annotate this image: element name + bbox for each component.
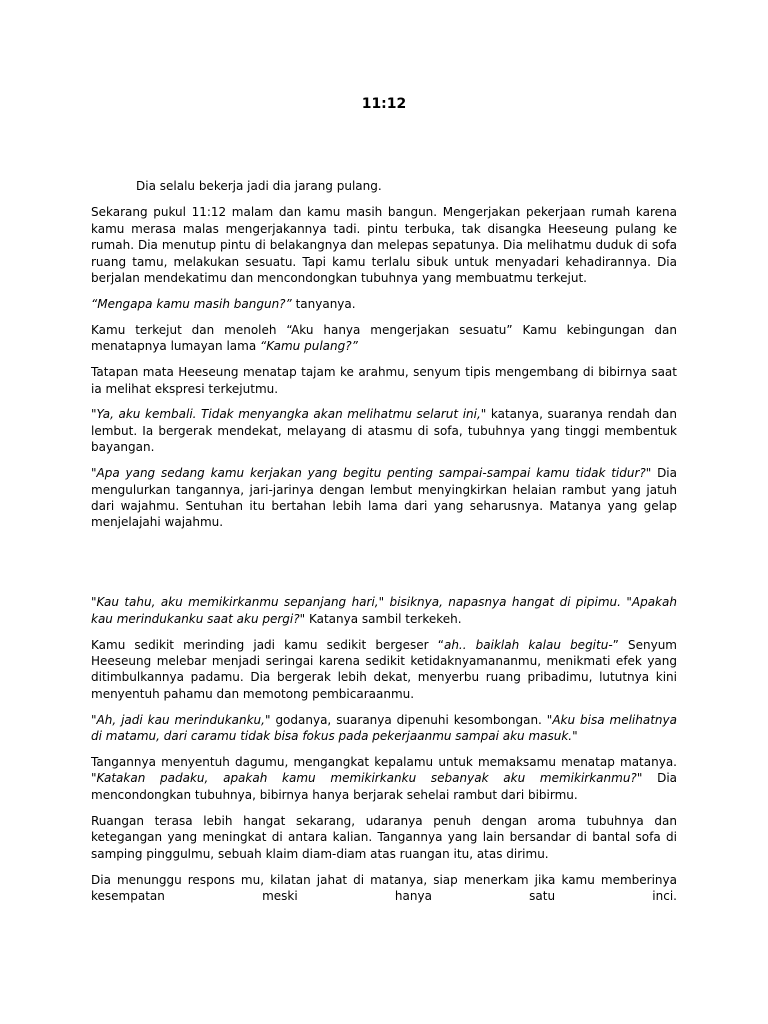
document-body	[91, 178, 677, 914]
dialogue-quote: Apakah kau merindukanku saat aku pergi?	[91, 595, 677, 626]
document-title: 11:12	[361, 96, 407, 112]
narration-text: " Katanya sambil terkekeh.	[299, 611, 462, 626]
narration-text: Kamu sedikit merinding jadi kamu sedikit bergeser “	[91, 637, 444, 652]
paragraph-6	[91, 406, 677, 455]
dialogue-quote: Kau tahu, aku memikirkanmu sepanjang hari,	[96, 595, 379, 610]
paragraph-12: Ruangan terasa lebih hangat sekarang, udaranya penuh dengan aroma tubuhnya dan ketegangan yang meningkat di antara kalian. Tangannya yang lain bersandar di bantal sofa di samping pinggulmu, sebuah klaim diam-diam atas ruangan itu, atas dirimu.	[91, 813, 677, 861]
dialogue-quote: Katakan padaku, apakah kamu memikirkanku sebanyak aku memikirkanmu?	[96, 771, 637, 786]
narration-text: Kamu terkejut dan menoleh “Aku hanya mengerjakan sesuatu” Kamu kebingungan dan menatapnya lumayan lama	[91, 322, 677, 354]
quote-mark: "	[91, 407, 97, 422]
dialogue-quote: “Kamu pulang?”	[259, 339, 358, 354]
quote-mark: "	[620, 595, 632, 610]
narration-italic: bisiknya, napasnya hangat di pipimu.	[389, 595, 621, 610]
quote-mark: "	[91, 595, 97, 610]
paragraph-11	[91, 754, 677, 803]
dialogue-quote: Ah, jadi kau merindukanku,	[96, 712, 265, 727]
narration-text: " Dia mencondongkan tubuhnya, bibirnya hanya berjarak sehelai rambut dari bibirmu.	[91, 771, 677, 802]
paragraph-3	[91, 296, 677, 312]
narration-text: " Dia mengulurkan tangannya, jari-jarinya dengan lembut menyingkirkan helaian rambut yang jatuh dari wajahmu. Sentuhan itu bertahan lebih lama dari yang seharusnya. Matanya yang gelap menjelajahi wajahmu.	[91, 466, 677, 530]
narration-text: " godanya, suaranya dipenuhi kesombongan. "	[264, 712, 553, 727]
narration-text: Tangannya menyentuh dagumu, mengangkat kepalamu untuk memaksamu menatap matanya. "	[91, 755, 677, 786]
blank-space	[91, 540, 677, 594]
narration-text: tanyanya.	[291, 296, 356, 311]
quote-mark: "	[378, 595, 390, 610]
paragraph-1: Dia selalu bekerja jadi dia jarang pulang.	[136, 179, 382, 193]
dialogue-quote: “Mengapa kamu masih bangun?”	[91, 296, 292, 311]
quote-mark: "	[91, 466, 97, 481]
narration-text: " katanya, suaranya rendah dan lembut. Ia bergerak mendekat, melayang di atasmu di sofa, tubuhnya yang tinggi membentuk bayangan.	[91, 407, 677, 455]
paragraph-2: Sekarang pukul 11:12 malam dan kamu masih bangun. Mengerjakan pekerjaan rumah karena kamu merasa malas mengerjakannya tadi. pintu terbuka, tak disangka Heeseung pulang ke rumah. Dia menutup pintu di belakangnya dan melepas sepatunya. Dia melihatmu duduk di sofa ruang tamu, melakukan sesuatu. Tapi kamu terlalu sibuk untuk menyadari kehadirannya. Dia berjalan mendekatimu dan mencondongkan tubuhnya yang membuatmu terkejut.	[91, 205, 677, 286]
paragraph-5: Tatapan mata Heeseung menatap tajam ke arahmu, senyum tipis mengembang di bibirnya saat ia melihat ekspresi terkejutmu.	[91, 365, 677, 396]
quote-mark: "	[572, 729, 578, 744]
paragraph-10	[91, 712, 677, 745]
dialogue-quote: Apa yang sedang kamu kerjakan yang begitu penting sampai-sampai kamu tidak tidur?	[96, 466, 646, 481]
paragraph-4	[91, 322, 677, 355]
paragraph-7	[91, 465, 677, 531]
quote-mark: "	[91, 712, 97, 727]
narration-text: ” Senyum Heeseung melebar menjadi seringai karena sedikit ketidaknyamananmu, menikmati efek yang ditimbulkannya padamu. Dia bergerak lebih dekat, menyerbu ruang pribadimu, lututnya kini menyentuh pahamu dan memotong pembicaraanmu.	[91, 637, 677, 701]
dialogue-quote: Aku bisa melihatnya di matamu, dari caramu tidak bisa fokus pada pekerjaanmu sampai aku masuk.	[91, 712, 677, 744]
paragraph-9	[91, 637, 677, 703]
paragraph-13: Dia menunggu respons mu, kilatan jahat di matanya, siap menerkam jika kamu memberinya kesempatan meski hanya satu inci.	[91, 872, 677, 903]
dialogue-quote: Ya, aku kembali. Tidak menyangka akan melihatmu selarut ini,	[96, 407, 481, 422]
dialogue-quote: ah.. baiklah kalau begitu-	[443, 637, 613, 652]
paragraph-8	[91, 594, 677, 627]
